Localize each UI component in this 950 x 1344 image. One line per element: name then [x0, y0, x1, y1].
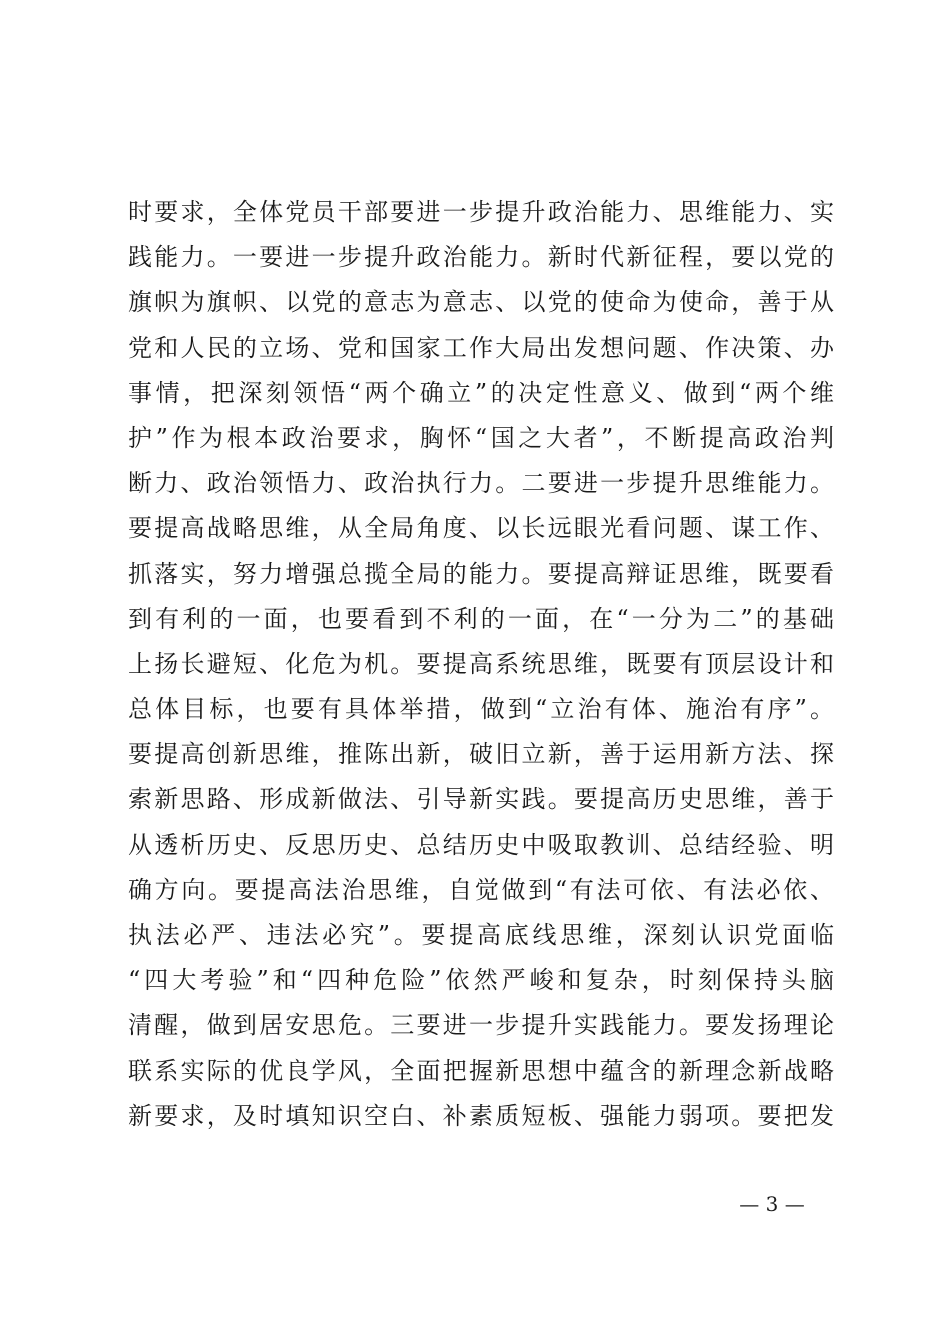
text-line: 从透析历史、反思历史、总结历史中吸取教训、总结经验、明: [128, 830, 834, 859]
text-line: 践能力。一要进一步提升政治能力。新时代新征程，要以党的: [128, 243, 834, 272]
body-paragraph: [128, 190, 834, 1139]
text-line: 旗帜为旗帜、以党的意志为意志、以党的使命为使命，善于从: [128, 288, 834, 317]
text-line: 新要求，及时填知识空白、补素质短板、强能力弱项。要把发: [128, 1101, 834, 1130]
text-line: 索新思路、形成新做法、引导新实践。要提高历史思维，善于: [128, 785, 834, 814]
text-line: “四大考验”和“四种危险”依然严峻和复杂，时刻保持头脑: [128, 966, 834, 995]
text-line: 要提高战略思维，从全局角度、以长远眼光看问题、谋工作、: [128, 514, 834, 543]
page-number: — 3 —: [739, 1192, 805, 1216]
text-line: 事情，把深刻领悟“两个确立”的决定性意义、做到“两个维: [128, 378, 834, 407]
text-line: 联系实际的优良学风，全面把握新思想中蕴含的新理念新战略: [128, 1056, 834, 1085]
text-line: 断力、政治领悟力、政治执行力。二要进一步提升思维能力。: [128, 469, 834, 498]
text-line: 上扬长避短、化危为机。要提高系统思维，既要有顶层设计和: [128, 649, 834, 678]
text-line: 清醒，做到居安思危。三要进一步提升实践能力。要发扬理论: [128, 1011, 834, 1040]
text-line: 执法必严、违法必究”。要提高底线思维，深刻认识党面临: [128, 921, 834, 949]
text-line: 要提高创新思维，推陈出新，破旧立新，善于运用新方法、探: [128, 740, 834, 769]
text-line: 确方向。要提高法治思维，自觉做到“有法可依、有法必依、: [128, 875, 834, 904]
text-line: 总体目标，也要有具体举措，做到“立治有体、施治有序”。: [128, 695, 834, 724]
text-line: 抓落实，努力增强总揽全局的能力。要提高辩证思维，既要看: [128, 559, 834, 588]
text-line: 时要求，全体党员干部要进一步提升政治能力、思维能力、实: [128, 198, 834, 226]
text-line: 护”作为根本政治要求，胸怀“国之大者”，不断提高政治判: [128, 423, 834, 452]
text-line: 党和人民的立场、党和国家工作大局出发想问题、作决策、办: [128, 333, 834, 362]
text-line: 到有利的一面，也要看到不利的一面，在“一分为二”的基础: [128, 604, 834, 633]
